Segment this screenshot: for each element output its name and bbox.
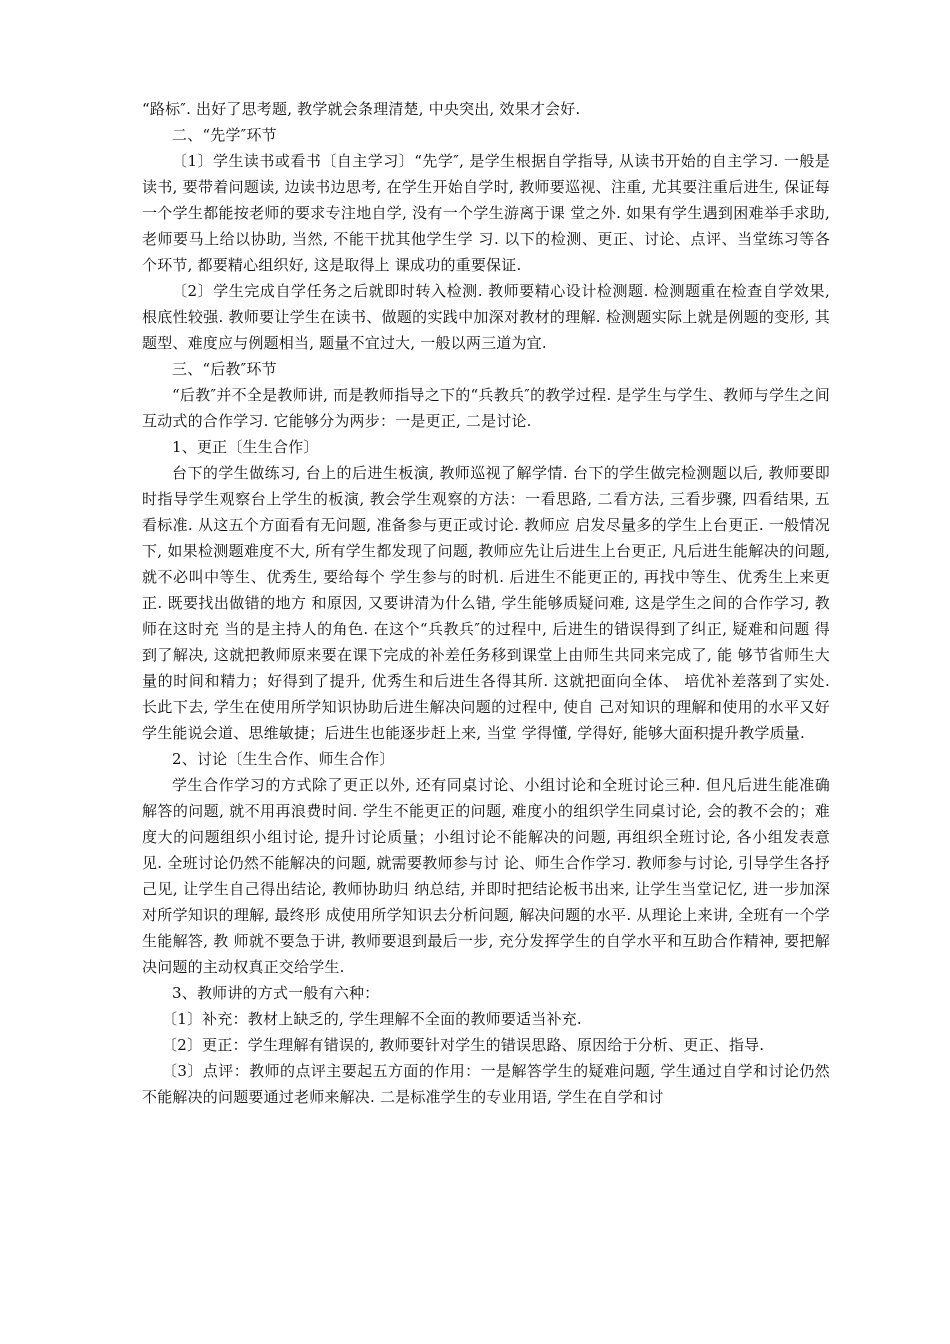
list-item-comment: 〔3〕点评：教师的点评主要起五方面的作用：一是解答学生的疑难问题, 学生通过自学和讨论仍然不能解决的问题要通过老师来解决. 二是标准学生的专业用语, 学生在自学和讨	[142, 1062, 830, 1106]
paragraph-detection: 〔2〕学生完成自学任务之后就即时转入检测. 教师要精心设计检测题. 检测题重在检查自学效果, 根底性较强. 教师要让学生在读书、做题的实践中加深对教材的理解. 检测题实际上就是例题的变形, 其题型、难度应与例题相当, 题量不宜过大, 一般以两三道为宜.	[142, 282, 830, 352]
subheading-teacher-methods: 3、教师讲的方式一般有六种：	[172, 984, 380, 1002]
subheading-discussion: 2、讨论〔生生合作、师生合作〕	[172, 750, 395, 768]
paragraph-houjiao-intro: “后教″并不全是教师讲, 而是教师指导之下的“兵教兵″的教学过程. 是学生与学生、教师与学生之间互动式的合作学习. 它能够分为两步：一是更正, 二是讨论.	[142, 386, 830, 430]
paragraph-discussion: 学生合作学习的方式除了更正以外, 还有同桌讨论、小组讨论和全班讨论三种. 但凡后进生能准确解答的问题, 就不用再浪费时间. 学生不能更正的问题, 难度小的组织学生同桌讨论, 会的教不会的；难度大的问题组织小组讨论, 提升讨论质量；小组讨论不能解决的问题, 再组织全班讨论, 各小组发表意见. 全班讨论仍然不能解决的问题, 就需要教师参与讨 论、师生合作学习. 教师参与讨论, 引导学生各抒己见, 让学生自己得出结论, 教师协助归 纳总结, 并即时把结论板书出来, 让学生当堂记忆, 进一步加深对所学知识的理解, 最终形 成使用所学知识去分析问题, 解决问题的水平. 从理论上来讲, 全班有一个学生能解答, 教 师就不要急于讲, 教师要退到最后一步, 充分发挥学生的自学水平和互助合作精神, 要把解 决问题的主动权真正交给学生.	[142, 776, 830, 976]
paragraph-intro: “路标″. 出好了思考题, 教学就会条理清楚, 中央突出, 效果才会好.	[142, 100, 581, 118]
list-item-correction: 〔2〕更正：学生理解有错误的, 教师要针对学生的错误思路、原因给于分析、更正、指导.	[162, 1036, 765, 1054]
list-item-supplement: 〔1〕补充：教材上缺乏的, 学生理解不全面的教师要适当补充.	[162, 1010, 582, 1028]
section-heading-xianxue: 二、“先学″环节	[172, 126, 277, 144]
paragraph-correction: 台下的学生做练习, 台上的后进生板演, 教师巡视了解学情. 台下的学生做完检测题以后, 教师要即时指导学生观察台上学生的板演, 教会学生观察的方法：一看思路, 二看方法, 三看步骤, 四看结果, 五看标准. 从这五个方面看有无问题, 准备参与更正或讨论. 教师应 启发尽量多的学生上台更正. 一般情况下, 如果检测题难度不大, 所有学生都发现了问题, 教师应先让后进生上台更正, 凡后进生能解决的问题, 就不必叫中等生、优秀生, 要给每个 学生参与的时机. 后进生不能更正的, 再找中等生、优秀生上来更正. 既要找出做错的地方 和原因, 又要讲清为什么错, 学生能够质疑问难, 这是学生之间的合作学习, 教师在这时充 当的是主持人的角色. 在这个“兵教兵″的过程中, 后进生的错误得到了纠正, 疑难和问题 得到了解决, 这就把教师原来要在课下完成的补差任务移到课堂上由师生共同来完成了, 能 够节省师生大量的时间和精力；好得到了提升, 优秀生和后进生各得其所. 这就把面向全体、 培优补差落到了实处. 长此下去, 学生在使用所学知识协助后进生解决问题的过程中, 使自 己对知识的理解和使用的水平又好学生能说会道、思维敏捷；后进生也能逐步赶上来, 当堂 学得懂, 学得好, 能够大面积提升教学质量.	[142, 464, 830, 742]
section-heading-houjiao: 三、“后教″环节	[172, 360, 277, 378]
subheading-correction: 1、更正〔生生合作〕	[172, 438, 319, 456]
document-page	[142, 96, 830, 1110]
paragraph-self-study: 〔1〕学生读书或看书〔自主学习〕“先学″, 是学生根据自学指导, 从读书开始的自主学习. 一般是读书, 要带着问题读, 边读书边思考, 在学生开始自学时, 教师要巡视、注重, 尤其要注重后进生, 保证每一个学生都能按老师的要求专注地自学, 没有一个学生游离于课 堂之外. 如果有学生遇到困难举手求助, 老师要马上给以协助, 当然, 不能干扰其他学生学 习. 以下的检测、更正、讨论、点评、当堂练习等各个环节, 都要精心组织好, 这是取得上 课成功的重要保证.	[142, 152, 830, 274]
